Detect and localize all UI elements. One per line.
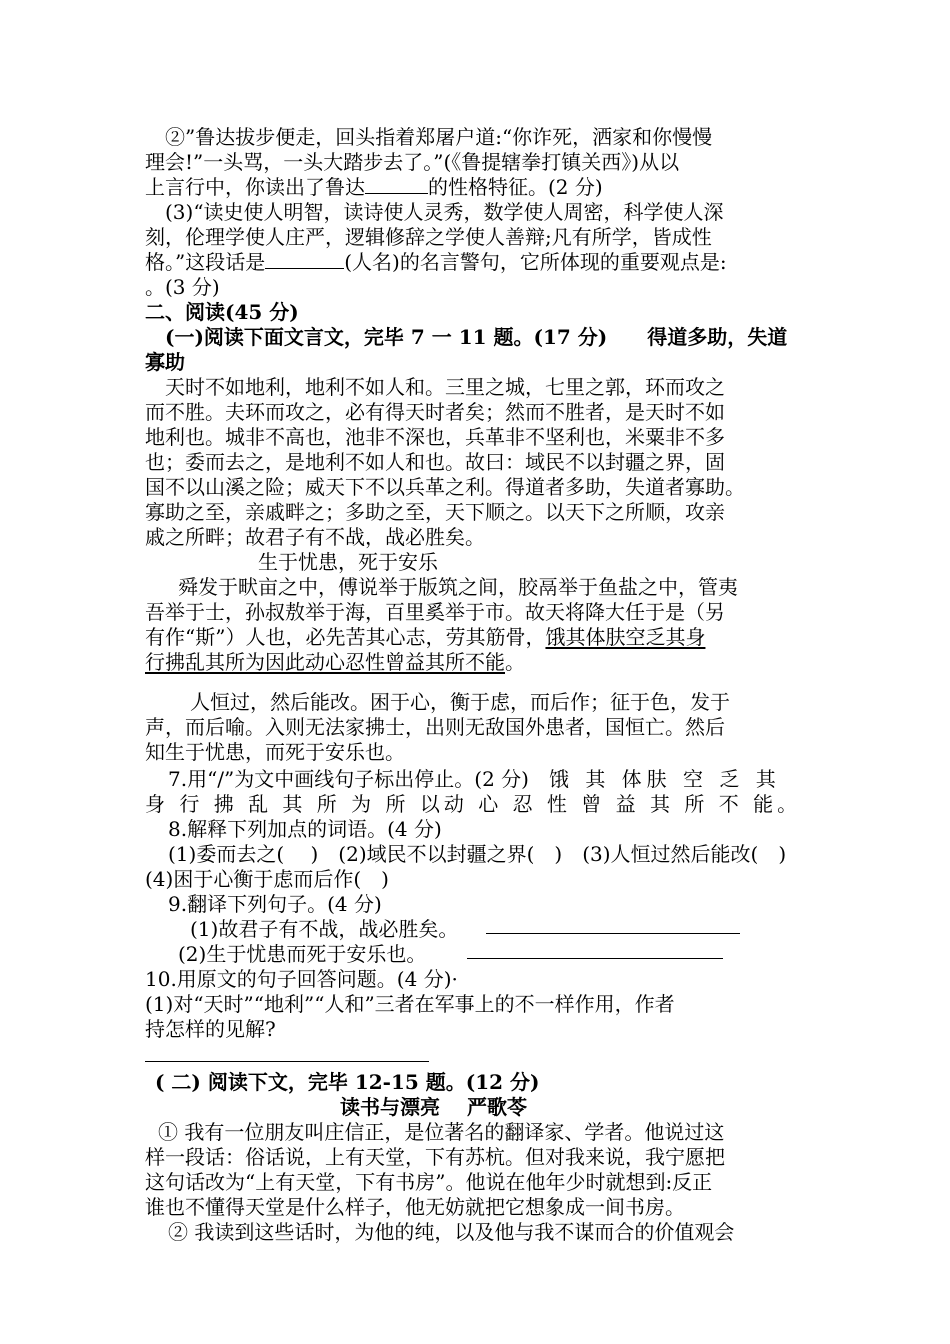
passage1-line: 而不胜。夫环而攻之，必有得天时者矣；然而不胜者，是天时不如	[145, 400, 725, 424]
q3-line1: (3)“读史使人明智，读诗使人灵秀，数学使人周密，科学使人深	[165, 200, 724, 224]
question-10: 10.用原文的句子回答问题。(4 分)·	[145, 967, 458, 991]
question-10-item1-cont: 持怎样的见解?	[145, 1017, 276, 1041]
passage2-line: 吾举于士，孙叔敖举于海，百里奚举于市。故天将降大任于是（另	[145, 600, 725, 624]
part1-heading-line1: (一)阅读下面文言文，完毕 7 一 11 题。(17 分) 得道多助，失道	[165, 325, 788, 349]
question-9-item1: (1)故君子有不战，战必胜矣。	[190, 917, 459, 941]
question-9-item2: (2)生于忧患而死于安乐也。	[178, 942, 427, 966]
answer-blank[interactable]	[265, 250, 344, 269]
section-heading: 二、阅读(45 分)	[145, 300, 299, 324]
q3-line3-end: (人名)的名言警句，它所体现的重要观点是:	[344, 250, 727, 274]
passage2-line: 声，而后喻。入则无法家拂士，出则无敌国外患者，国恒亡。然后	[145, 715, 725, 739]
q3-line3	[145, 249, 727, 275]
part2-line: 样一段话：俗话说，上有天堂，下有苏杭。但对我来说，我宁愿把	[145, 1145, 725, 1169]
answer-line[interactable]	[486, 933, 740, 934]
underlined-sentence: 行拂乱其所为因此动心忍性曾益其所不能	[145, 650, 505, 674]
q2-line1: ②”鲁达拔步便走，回头指着郑屠户道:“你诈死，洒家和你慢慢	[165, 125, 713, 149]
question-7-sentence-cont: 身 行 拂 乱 其 所 为 所 以动 心 忍 性 曾 益 其 所 不 能。	[145, 792, 802, 816]
part2-title: 读书与漂亮 严歌苓	[340, 1095, 527, 1119]
passage2-line	[145, 624, 705, 650]
question-7	[168, 766, 781, 792]
passage2-title: 生于忧患，死于安乐	[258, 550, 438, 574]
answer-line[interactable]	[467, 958, 723, 959]
question-8-items: (1)委而去之( ) (2)域民不以封疆之界( ) (3)人恒过然后能改( )	[168, 842, 787, 866]
q2-line3-start: 上言行中，你读出了鲁达	[145, 175, 365, 199]
passage1-line: 寡助之至，亲戚畔之；多助之至，天下顺之。以天下之所顺，攻亲	[145, 500, 725, 524]
q3-line4: 。(3 分)	[145, 275, 220, 299]
underlined-sentence: 饿其体肤空乏其身	[545, 625, 706, 649]
question-7-prompt: 7.用“/”为文中画线句子标出停止。(2 分)	[168, 767, 549, 791]
q2-line2: 理会!”一头骂，一头大踏步去了。”(《鲁提辖拳打镇关西》)从以	[145, 150, 680, 174]
answer-line[interactable]	[145, 1061, 429, 1062]
part1-heading-line2: 寡助	[145, 350, 185, 374]
question-8-items: (4)困于心衡于虑而后作( )	[145, 867, 389, 891]
q3-line3-start: 格。”这段话是	[145, 250, 266, 274]
part2-line: 谁也不懂得天堂是什么样子，他无妨就把它想象成一间书房。	[145, 1195, 685, 1219]
part2-line: ① 我有一位朋友叫庄信正，是位著名的翻译家、学者。他说过这	[158, 1120, 725, 1144]
passage1-line: 国不以山溪之险；威天下不以兵革之利。得道者多助，失道者寡助。	[145, 475, 745, 499]
passage2-text: 。	[505, 650, 525, 674]
passage1-line: 戚之所畔；故君子有不战，战必胜矣。	[145, 525, 485, 549]
passage2-line	[145, 649, 525, 675]
passage1-line: 地利也。城非不高也，池非不深也，兵革非不坚利也，米粟非不多	[145, 425, 725, 449]
q2-line3	[145, 174, 603, 200]
part2-line: ② 我读到这些话时，为他的纯，以及他与我不谋而合的价值观会	[168, 1220, 735, 1244]
question-7-sentence: 饿 其 体肤 空 乏 其	[548, 767, 781, 791]
passage1-line: 天时不如地利，地利不如人和。三里之城，七里之郭，环而攻之	[165, 375, 725, 399]
q3-line2: 刻，伦理学使人庄严，逻辑修辞之学使人善辩;凡有所学，皆成性	[145, 225, 712, 249]
part2-heading: ( 二) 阅读下文，完毕 12-15 题。(12 分)	[155, 1070, 540, 1094]
part2-line: 这句话改为“上有天堂，下有书房”。他说在他年少时就想到:反正	[145, 1170, 713, 1194]
answer-blank[interactable]	[365, 175, 428, 194]
q2-line3-end: 的性格特征。(2 分)	[428, 175, 603, 199]
passage2-line: 舜发于畎亩之中，傅说举于版筑之间，胶鬲举于鱼盐之中，管夷	[178, 575, 738, 599]
question-8: 8.解释下列加点的词语。(4 分)	[168, 817, 442, 841]
question-10-item1: (1)对“天时”“地利”“人和”三者在军事上的不一样作用，作者	[145, 992, 675, 1016]
question-9: 9.翻译下列句子。(4 分)	[168, 892, 382, 916]
passage2-line: 人恒过，然后能改。困于心，衡于虑，而后作；征于色，发于	[190, 690, 730, 714]
passage1-line: 也；委而去之，是地利不如人和也。故曰：域民不以封疆之界，固	[145, 450, 725, 474]
passage2-line: 知生于忧患，而死于安乐也。	[145, 740, 405, 764]
passage2-text: 有作“斯”）人也，必先苦其心志，劳其筋骨，	[145, 625, 546, 649]
